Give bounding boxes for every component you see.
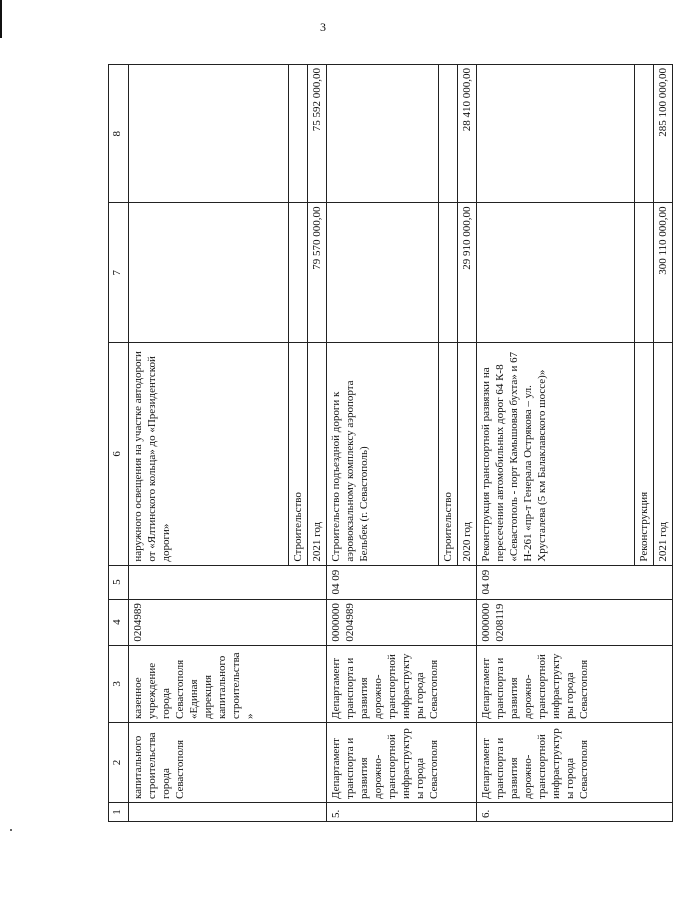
scan-dot [10,829,12,831]
header-row [109,65,129,822]
cell-col6: Реконструкция транспортной развязки на пересечении автомобильных дорог 64 К-8 «Севастополь - порт Камышовая бухта» и 67 Н-261 «пр-т Генерала Острякова – ул. Хрусталева (5 км Балаклавского шоссе)» [477,343,635,565]
header-col-3: 3 [109,645,129,722]
cell-amount-8: 285 100 000,00 [654,65,673,203]
cell-col8 [129,65,289,203]
cell-col2: капитального строительства города Севастополя [129,722,327,802]
cell-col7 [129,203,289,343]
cell-num [129,803,327,822]
cell-col8 [289,65,308,203]
cell-col7 [477,203,635,343]
cell-amount-8: 28 410 000,00 [458,65,477,203]
cell-col2: Департамент транспорта и развития дорожно-транспортной инфраструктуры города Севастополя [477,722,673,802]
header-col-4: 4 [109,599,129,645]
cell-col3: Департамент транспорта и развития дорожно-транспортной инфраструктуры города Севастополя [477,645,673,722]
table-row [129,65,289,822]
cell-col5: 04 09 [327,565,477,599]
cell-num: 6. [477,803,673,822]
header-col-7: 7 [109,203,129,343]
scan-edge-mark [0,0,2,38]
cell-stage: Реконструкция [635,343,654,565]
table-row [477,65,635,822]
cell-stage: Строительство [439,343,458,565]
cell-amount-7: 29 910 000,00 [458,203,477,343]
cell-amount-7: 300 110 000,00 [654,203,673,343]
objects-table [108,64,673,822]
cell-num: 5. [327,803,477,822]
cell-col2: Департамент транспорта и развития дорожно-транспортной инфраструктуры города Севастополя [327,722,477,802]
cell-year: 2021 год [308,343,327,565]
cell-col6: Строительство подъездной дороги к аэровокзальному комплексу аэропорта Бельбек (г. Севастополь) [327,343,439,565]
header-col-2: 2 [109,722,129,802]
header-col-1: 1 [109,803,129,822]
cell-col7 [327,203,439,343]
cell-stage: Строительство [289,343,308,565]
rotated-table-container [108,64,669,822]
cell-col3: казенное учреждение города Севастополя «Единая дирекция капитального строительства» [129,645,327,722]
header-col-8: 8 [109,65,129,203]
page-number: 3 [320,20,326,34]
cell-col8 [327,65,439,203]
cell-col5 [129,565,327,599]
cell-col6: наружного освещения на участке автодороги от «Ялтинского кольца» до «Президентской дороги» [129,343,289,565]
header-col-5: 5 [109,565,129,599]
cell-amount-7: 79 570 000,00 [308,203,327,343]
cell-col8 [439,65,458,203]
cell-col7 [439,203,458,343]
cell-col4: 0000000 0204989 [327,599,477,645]
cell-col3: Департамент транспорта и развития дорожно-транспортной инфраструктуры города Севастополя [327,645,477,722]
cell-col7 [289,203,308,343]
cell-year: 2020 год [458,343,477,565]
cell-col4: 0000000 0208119 [477,599,673,645]
cell-col8 [477,65,635,203]
cell-col7 [635,203,654,343]
cell-col5: 04 09 [477,565,673,599]
cell-col8 [635,65,654,203]
cell-year: 2021 год [654,343,673,565]
header-col-6: 6 [109,343,129,565]
cell-col4: 0204989 [129,599,327,645]
table-row [327,65,439,822]
cell-amount-8: 75 592 000,00 [308,65,327,203]
